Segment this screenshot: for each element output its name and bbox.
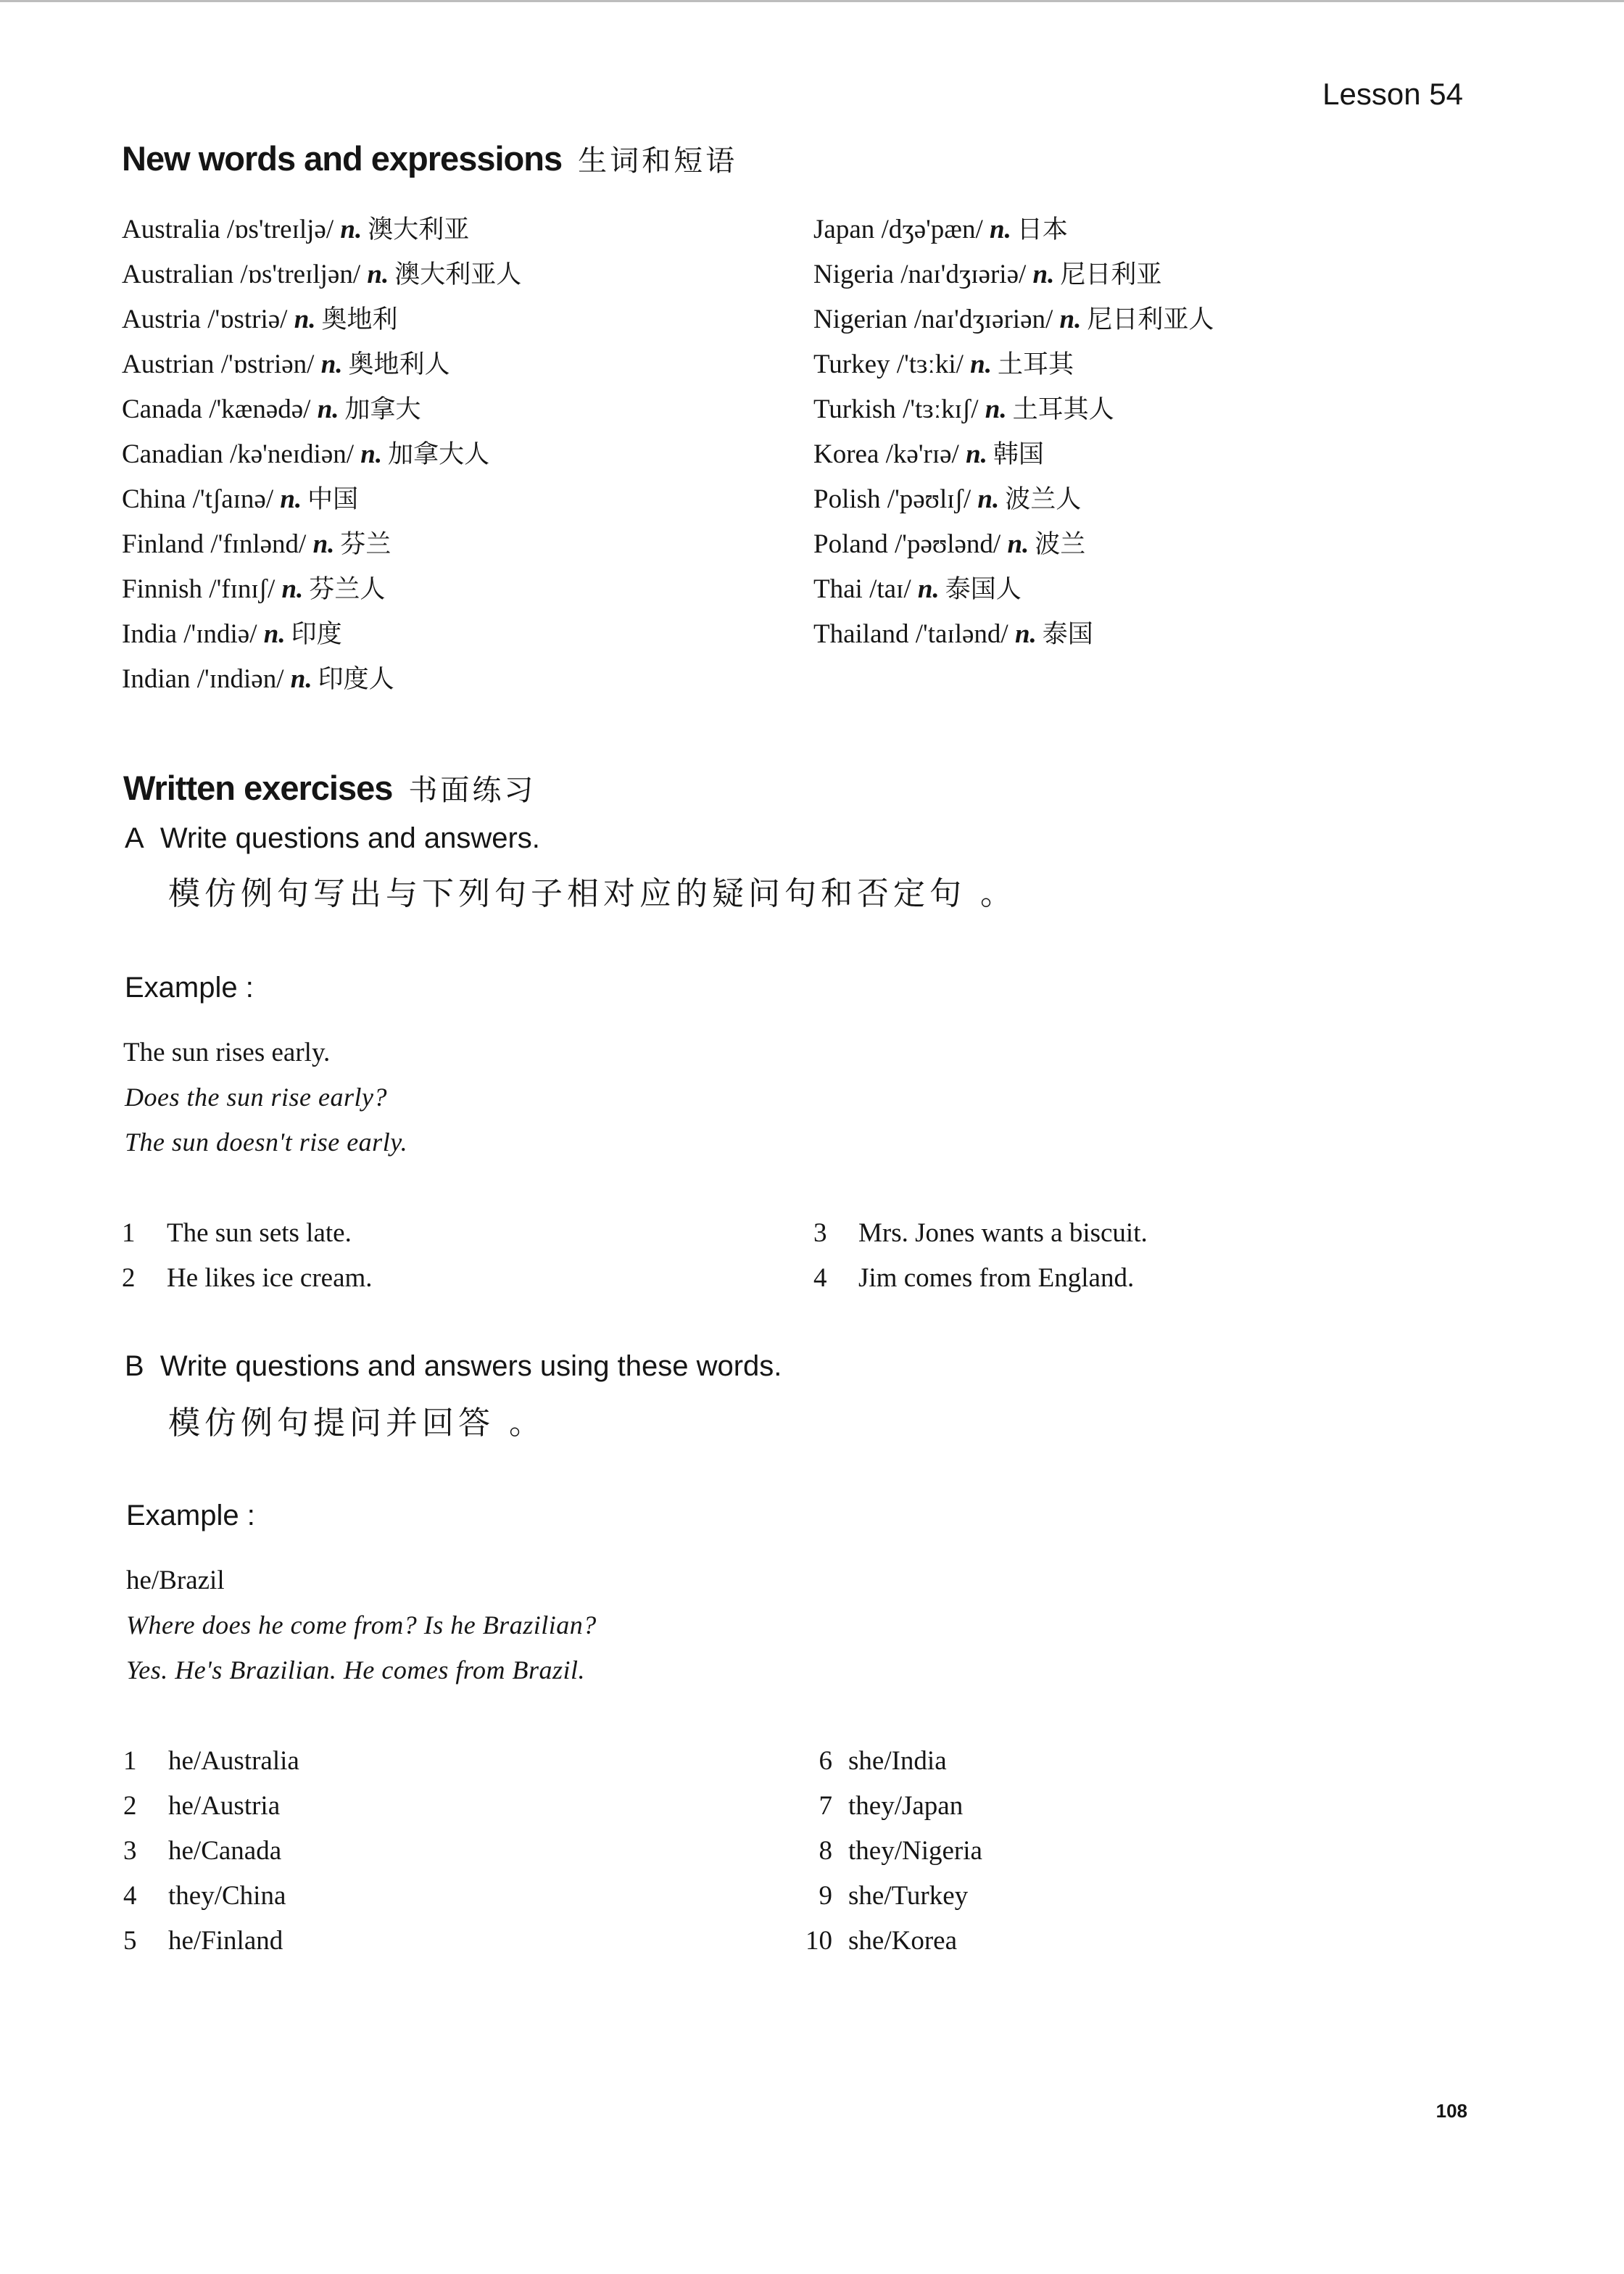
- item-text: he/Austria: [168, 1791, 281, 1821]
- item-text: she/Turkey: [848, 1881, 969, 1911]
- item-number: 5: [123, 1926, 137, 1956]
- exercise-b-instruction-text: Write questions and answers using these words.: [160, 1350, 782, 1382]
- item-number: 3: [813, 1218, 827, 1248]
- vocab-entry: [122, 657, 521, 702]
- vocab-word: Australia: [122, 215, 220, 244]
- vocab-ipa: /'ɒstriə/: [207, 305, 288, 334]
- item-text: The sun sets late.: [167, 1218, 352, 1248]
- vocab-pos: n.: [977, 484, 1000, 514]
- exercise-a-example-sentence: The sun rises early.: [123, 1038, 331, 1067]
- vocab-word: Austria: [122, 305, 201, 334]
- item-number: 2: [123, 1791, 137, 1821]
- vocab-ipa: /ɒs'treɪljən/: [240, 260, 361, 289]
- vocab-ipa: /'ɪndiə/: [183, 619, 257, 649]
- vocab-ipa: /'ɪndiən/: [196, 664, 284, 694]
- vocab-entry: [122, 342, 521, 387]
- vocab-entry: [122, 432, 521, 477]
- vocab-ipa: /dʒə'pæn/: [881, 215, 983, 244]
- vocab-word: Canada: [122, 394, 202, 424]
- vocab-meaning: 韩国: [993, 440, 1044, 469]
- written-exercises-heading-zh: 书面练习: [408, 774, 536, 807]
- vocab-word: Indian: [122, 664, 191, 694]
- exercise-b-item: [123, 1829, 281, 1874]
- vocab-word: Japan: [813, 215, 875, 244]
- vocab-meaning: 中国: [307, 485, 359, 514]
- vocab-meaning: 尼日利亚人: [1087, 305, 1214, 334]
- exercise-b-item: [123, 1919, 283, 1964]
- item-number: 1: [122, 1218, 136, 1248]
- vocab-word: Thailand: [813, 619, 909, 649]
- item-number: 1: [123, 1746, 137, 1776]
- vocab-ipa: /'pəʊlɪʃ/: [887, 484, 972, 514]
- vocab-word: Turkish: [813, 394, 896, 424]
- vocab-pos: n.: [360, 439, 383, 469]
- exercise-b-item: [803, 1739, 947, 1784]
- vocab-pos: n.: [340, 215, 362, 244]
- vocab-ipa: /'tɜːkɪʃ/: [903, 394, 979, 424]
- vocab-pos: n.: [1032, 260, 1055, 289]
- vocab-pos: n.: [966, 439, 987, 469]
- vocab-ipa: /naɪ'dʒɪəriə/: [900, 260, 1027, 289]
- written-exercises-heading-text: Written exercises: [123, 769, 393, 807]
- vocab-meaning: 土耳其人: [1012, 395, 1114, 424]
- scan-top-border: [0, 0, 1624, 2]
- vocab-word: Turkey: [813, 350, 890, 379]
- vocab-pos: n.: [280, 484, 302, 514]
- vocab-entry: [122, 207, 521, 252]
- vocab-entry: [813, 432, 1214, 477]
- vocab-meaning: 芬兰人: [309, 575, 386, 604]
- vocab-pos: n.: [1007, 529, 1030, 559]
- exercise-a-item: [122, 1211, 352, 1256]
- item-number: 2: [122, 1263, 136, 1293]
- page-number: 108: [1436, 2100, 1467, 2122]
- vocab-entry: [122, 387, 521, 432]
- vocab-ipa: /'fɪnlənd/: [210, 529, 307, 559]
- item-text: Mrs. Jones wants a biscuit.: [858, 1218, 1148, 1248]
- vocab-pos: n.: [263, 619, 286, 649]
- exercise-b-item: [803, 1919, 957, 1964]
- item-number: 7: [819, 1791, 832, 1821]
- vocab-word: Finland: [122, 529, 204, 559]
- vocab-entry: [122, 297, 521, 342]
- vocab-entry: [122, 477, 521, 522]
- exercise-b-example-question: Where does he come from? Is he Brazilian?: [126, 1611, 597, 1640]
- vocab-ipa: /'fɪnɪʃ/: [209, 574, 276, 604]
- vocab-meaning: 波兰: [1035, 530, 1086, 559]
- exercise-b-label: B: [125, 1350, 144, 1382]
- exercise-b-item: [123, 1874, 286, 1919]
- vocab-entry: [813, 207, 1214, 252]
- vocab-entry: [122, 567, 521, 612]
- vocab-pos: n.: [290, 664, 312, 694]
- vocab-meaning: 加拿大: [344, 395, 421, 424]
- vocab-word: Canadian: [122, 439, 223, 469]
- item-text: they/China: [168, 1881, 286, 1911]
- item-text: he/Finland: [168, 1926, 283, 1956]
- item-text: she/India: [848, 1746, 947, 1776]
- vocab-pos: n.: [317, 394, 339, 424]
- vocab-pos: n.: [917, 574, 940, 604]
- exercise-a-instruction-text: Write questions and answers.: [160, 822, 540, 854]
- exercise-a-example-question: Does the sun rise early?: [125, 1083, 387, 1112]
- item-text: she/Korea: [848, 1926, 957, 1956]
- vocab-ipa: /'ɒstriən/: [220, 350, 315, 379]
- vocab-pos: n.: [312, 529, 335, 559]
- vocab-ipa: /'taɪlənd/: [915, 619, 1008, 649]
- exercise-a-example-negative: The sun doesn't rise early.: [125, 1128, 408, 1157]
- vocab-meaning: 奥地利: [321, 305, 398, 334]
- vocab-pos: n.: [294, 305, 316, 334]
- vocab-entry: [122, 252, 521, 297]
- vocab-pos: n.: [281, 574, 304, 604]
- vocab-word: Poland: [813, 529, 888, 559]
- vocab-pos: n.: [367, 260, 389, 289]
- item-text: he/Australia: [168, 1746, 299, 1776]
- vocab-meaning: 澳大利亚人: [394, 260, 522, 289]
- vocab-ipa: /'kænədə/: [209, 394, 311, 424]
- exercise-a-item: [813, 1211, 1148, 1256]
- vocab-ipa: /'tɜːki/: [896, 350, 964, 379]
- new-words-heading-text: New words and expressions: [122, 139, 563, 178]
- vocab-meaning: 日本: [1016, 215, 1068, 244]
- vocab-entry: [813, 387, 1214, 432]
- exercise-a-instruction-zh: 模仿例句写出与下列句子相对应的疑问句和否定句 。: [168, 875, 1016, 912]
- item-number: 8: [819, 1836, 832, 1866]
- item-number: 3: [123, 1836, 137, 1866]
- vocab-ipa: /'tʃaɪnə/: [192, 484, 274, 514]
- item-number: 6: [819, 1746, 832, 1776]
- item-number: 9: [819, 1881, 832, 1911]
- item-text: they/Nigeria: [848, 1836, 982, 1866]
- vocab-entry: [813, 342, 1214, 387]
- vocab-meaning: 加拿大人: [388, 440, 490, 469]
- exercise-b-item: [803, 1829, 982, 1874]
- lesson-label: Lesson 54: [1322, 77, 1463, 111]
- vocab-pos: n.: [970, 350, 992, 379]
- vocab-ipa: /ɒs'treɪljə/: [226, 215, 334, 244]
- exercise-a-label: A: [125, 822, 144, 854]
- vocab-meaning: 泰国人: [945, 575, 1022, 604]
- vocab-word: Finnish: [122, 574, 203, 604]
- new-words-heading: [122, 138, 737, 179]
- exercise-b-example-answer: Yes. He's Brazilian. He comes from Brazil.: [126, 1655, 586, 1684]
- vocab-meaning: 波兰人: [1005, 485, 1082, 514]
- item-text: they/Japan: [848, 1791, 964, 1821]
- vocab-entry: [813, 612, 1214, 657]
- exercise-b-item: [123, 1739, 299, 1784]
- vocab-meaning: 印度人: [318, 665, 394, 694]
- vocab-meaning: 尼日利亚: [1060, 260, 1162, 289]
- vocab-meaning: 澳大利亚: [368, 215, 470, 244]
- item-text: He likes ice cream.: [167, 1263, 373, 1293]
- vocab-meaning: 泰国: [1042, 620, 1093, 649]
- item-number: 4: [123, 1881, 137, 1911]
- vocab-word: Polish: [813, 484, 881, 514]
- vocab-entry: [813, 522, 1214, 567]
- vocab-entry: [122, 612, 521, 657]
- vocab-word: Nigerian: [813, 305, 908, 334]
- exercise-a-item: [813, 1256, 1134, 1301]
- vocab-word: Australian: [122, 260, 234, 289]
- written-exercises-heading: [123, 767, 536, 809]
- vocab-ipa: /kə'rɪə/: [885, 439, 959, 469]
- new-words-heading-zh: 生词和短语: [578, 144, 738, 178]
- vocab-ipa: /taɪ/: [869, 574, 911, 604]
- vocab-list-left: [122, 207, 521, 702]
- vocab-word: Thai: [813, 574, 863, 604]
- vocab-word: India: [122, 619, 178, 649]
- exercise-a-item: [122, 1256, 373, 1301]
- exercise-a-instruction: [125, 822, 540, 855]
- vocab-word: China: [122, 484, 186, 514]
- vocab-entry: [122, 522, 521, 567]
- vocab-ipa: /kə'neɪdiən/: [229, 439, 355, 469]
- vocab-entry: [813, 477, 1214, 522]
- vocab-meaning: 奥地利人: [348, 350, 450, 379]
- vocab-entry: [813, 252, 1214, 297]
- vocab-entry: [813, 297, 1214, 342]
- vocab-meaning: 芬兰: [340, 530, 392, 559]
- vocab-ipa: /naɪ'dʒɪəriən/: [914, 305, 1053, 334]
- exercise-b-item: [123, 1784, 280, 1829]
- exercise-b-instruction: [125, 1350, 782, 1383]
- vocab-pos: n.: [320, 350, 343, 379]
- vocab-list-right: [813, 207, 1214, 657]
- exercise-b-example-label: Example :: [126, 1500, 255, 1531]
- exercise-a-example-label: Example :: [125, 972, 254, 1004]
- vocab-pos: n.: [990, 215, 1011, 244]
- vocab-ipa: /'pəʊlənd/: [895, 529, 1001, 559]
- item-number: 4: [813, 1263, 827, 1293]
- vocab-pos: n.: [985, 394, 1007, 424]
- item-text: Jim comes from England.: [858, 1263, 1135, 1293]
- vocab-word: Austrian: [122, 350, 215, 379]
- vocab-word: Korea: [813, 439, 879, 469]
- vocab-meaning: 印度: [291, 620, 342, 649]
- vocab-pos: n.: [1059, 305, 1082, 334]
- vocab-pos: n.: [1014, 619, 1037, 649]
- exercise-b-example-words: he/Brazil: [126, 1566, 225, 1595]
- exercise-b-item: [803, 1784, 963, 1829]
- vocab-word: Nigeria: [813, 260, 894, 289]
- item-number: 10: [805, 1926, 832, 1956]
- exercise-b-instruction-zh: 模仿例句提问并回答 。: [168, 1405, 545, 1442]
- item-text: he/Canada: [168, 1836, 282, 1866]
- vocab-meaning: 土耳其: [997, 350, 1074, 379]
- vocab-entry: [813, 567, 1214, 612]
- exercise-b-item: [803, 1874, 968, 1919]
